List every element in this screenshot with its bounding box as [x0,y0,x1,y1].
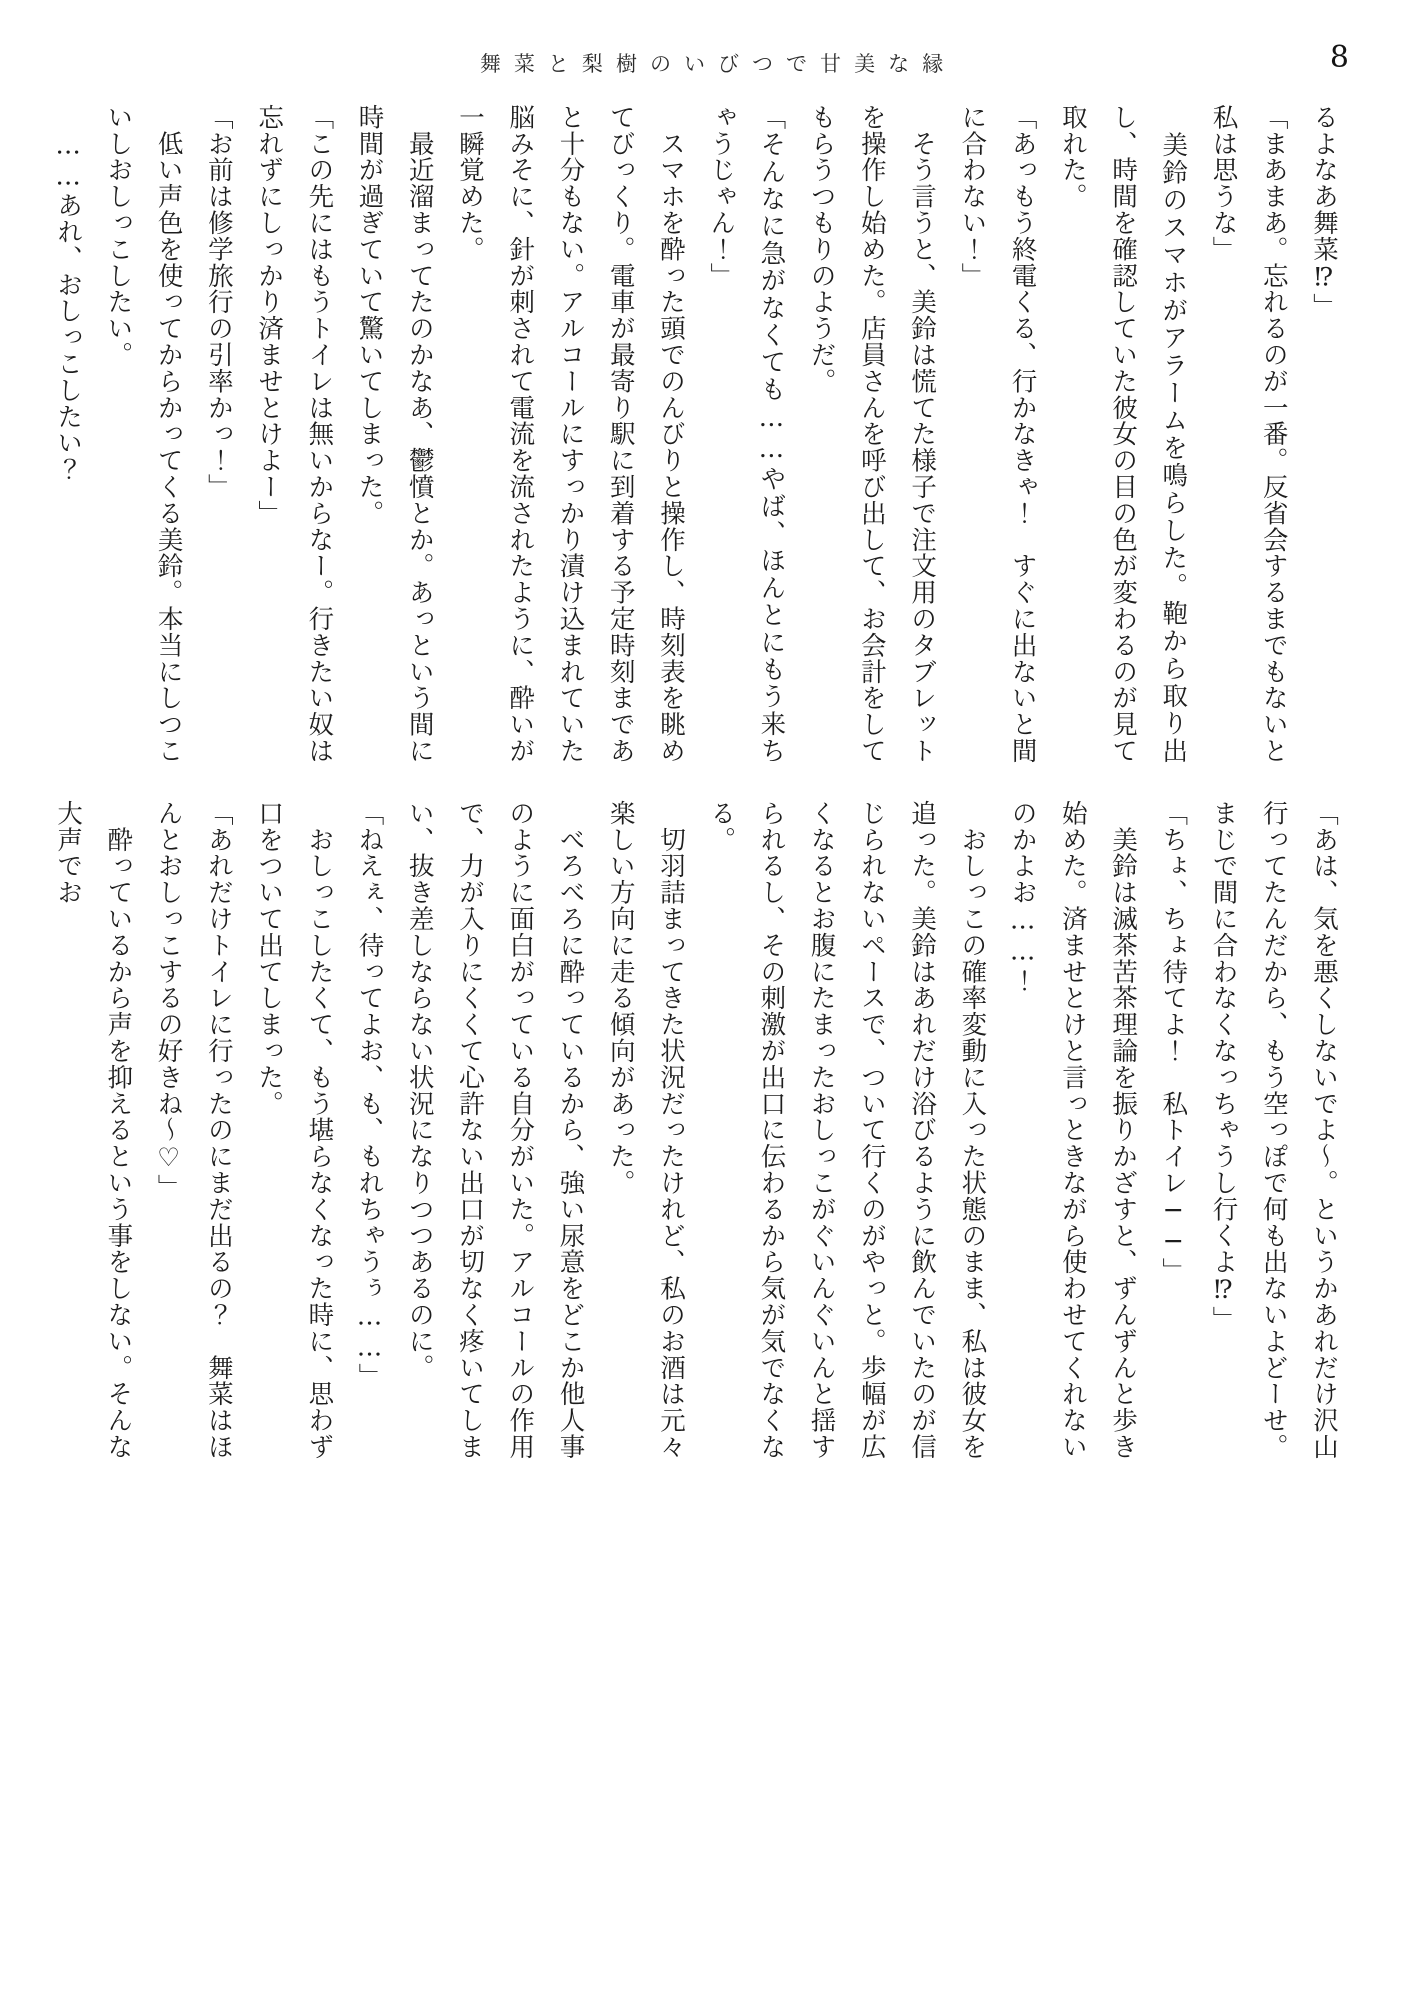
paragraph: 「ちょ、ちょ待てよ！ 私トイレ──」 [1158,800,1189,1285]
paragraph: 「あれだけトイレに行ったのにまだ出るの？ 舞菜はほんとおしっこするの好きね～♡」 [153,800,234,1460]
paragraph: おしっこの確率変動に入った状態のまま、私は彼女を追った。美鈴はあれだけ浴びるように飲んでいたのが信じられないペースで、ついて行くのがやっと。歩幅が広くなるとお腹にたまったおしっこがぐいんぐいんと揺すられるし、その刺激が出口に伝わるから気が気でなくなる。 [706,800,988,1460]
paragraph: 美鈴は滅茶苦茶理論を振りかざすと、ずんずんと歩き始めた。済ませとけと言っときながら使わせてくれないのかよお……！ [1007,800,1139,1460]
body-text-block-lower [53,800,1349,1460]
paragraph: 「そんなに急がなくても……やば、ほんとにもう来ちゃうじゃん！」 [706,104,787,764]
paragraph: 「お前は修学旅行の引率かっ！」 [203,104,234,500]
body-text-block-upper [53,104,1349,764]
paragraph: 「あっもう終電くる、行かなきゃ！ すぐに出ないと間に合わない！」 [957,104,1038,764]
paragraph: おしっこしたくて、もう堪らなくなった時に、思わず口をついて出てしまった。 [254,800,335,1460]
paragraph: そう言うと、美鈴は慌てた様子で注文用のタブレットを操作し始めた。店員さんを呼び出して、お会計をしてもらうつもりのようだ。 [806,104,938,764]
paragraph: 「あは、気を悪くしないでよ～。というかあれだけ沢山行ってたんだから、もう空っぽで何も出ないよどーせ。まじで間に合わなくなっちゃうし行くよ⁉」 [1208,800,1339,1460]
paragraph: 酔っているから声を抑えるという事をしない。そんな大声でお [53,800,134,1460]
paragraph: 「まあまあ。忘れるのが一番。反省会するまでもないと私は思うな」 [1208,104,1289,764]
paragraph: 「ねえぇ、待ってよお、も、もれちゃうぅ……」 [354,800,385,1390]
page-number: 8 [1329,40,1349,75]
paragraph: 美鈴のスマホがアラームを鳴らした。鞄から取り出し、時間を確認していた彼女の目の色が変わるのが見て取れた。 [1057,104,1189,764]
paragraph: 切羽詰まってきた状況だったけれど、私のお酒は元々楽しい方向に走る傾向があった。 [605,800,686,1460]
paragraph: 最近溜まってたのかなあ、鬱憤とか。あっという間に時間が過ぎていて驚いてしまった。 [354,104,435,764]
paragraph: ……あれ、おしっこしたい？ [53,104,84,483]
header-title: 舞菜と梨樹のいびつで甘美な縁 [479,52,957,76]
paragraph: スマホを酔った頭でのんびりと操作し、時刻表を眺めてびっくり。電車が最寄り駅に到着する予定時刻まであと十分もない。アルコールにすっかり漬け込まれていた脳みそに、針が刺されて電流を流されたように、酔いが一瞬覚めた。 [455,104,686,764]
paragraph: るよなあ舞菜⁉」 [1309,104,1339,320]
paragraph: 「この先にはもうトイレは無いからなー。行きたい奴は忘れずにしっかり済ませとけよー」 [254,104,335,764]
paragraph: 低い声色を使ってからかってくる美鈴。本当にしつこいしおしっこしたい。 [103,104,184,764]
paragraph: べろべろに酔っているから、強い尿意をどこか他人事のように面白がっている自分がいた。アルコールの作用で、力が入りにくくて心許ない出口が切なく疼いてしまい、抜き差しならない状況になりつつあるのに。 [404,800,586,1460]
running-header [0,40,1423,98]
